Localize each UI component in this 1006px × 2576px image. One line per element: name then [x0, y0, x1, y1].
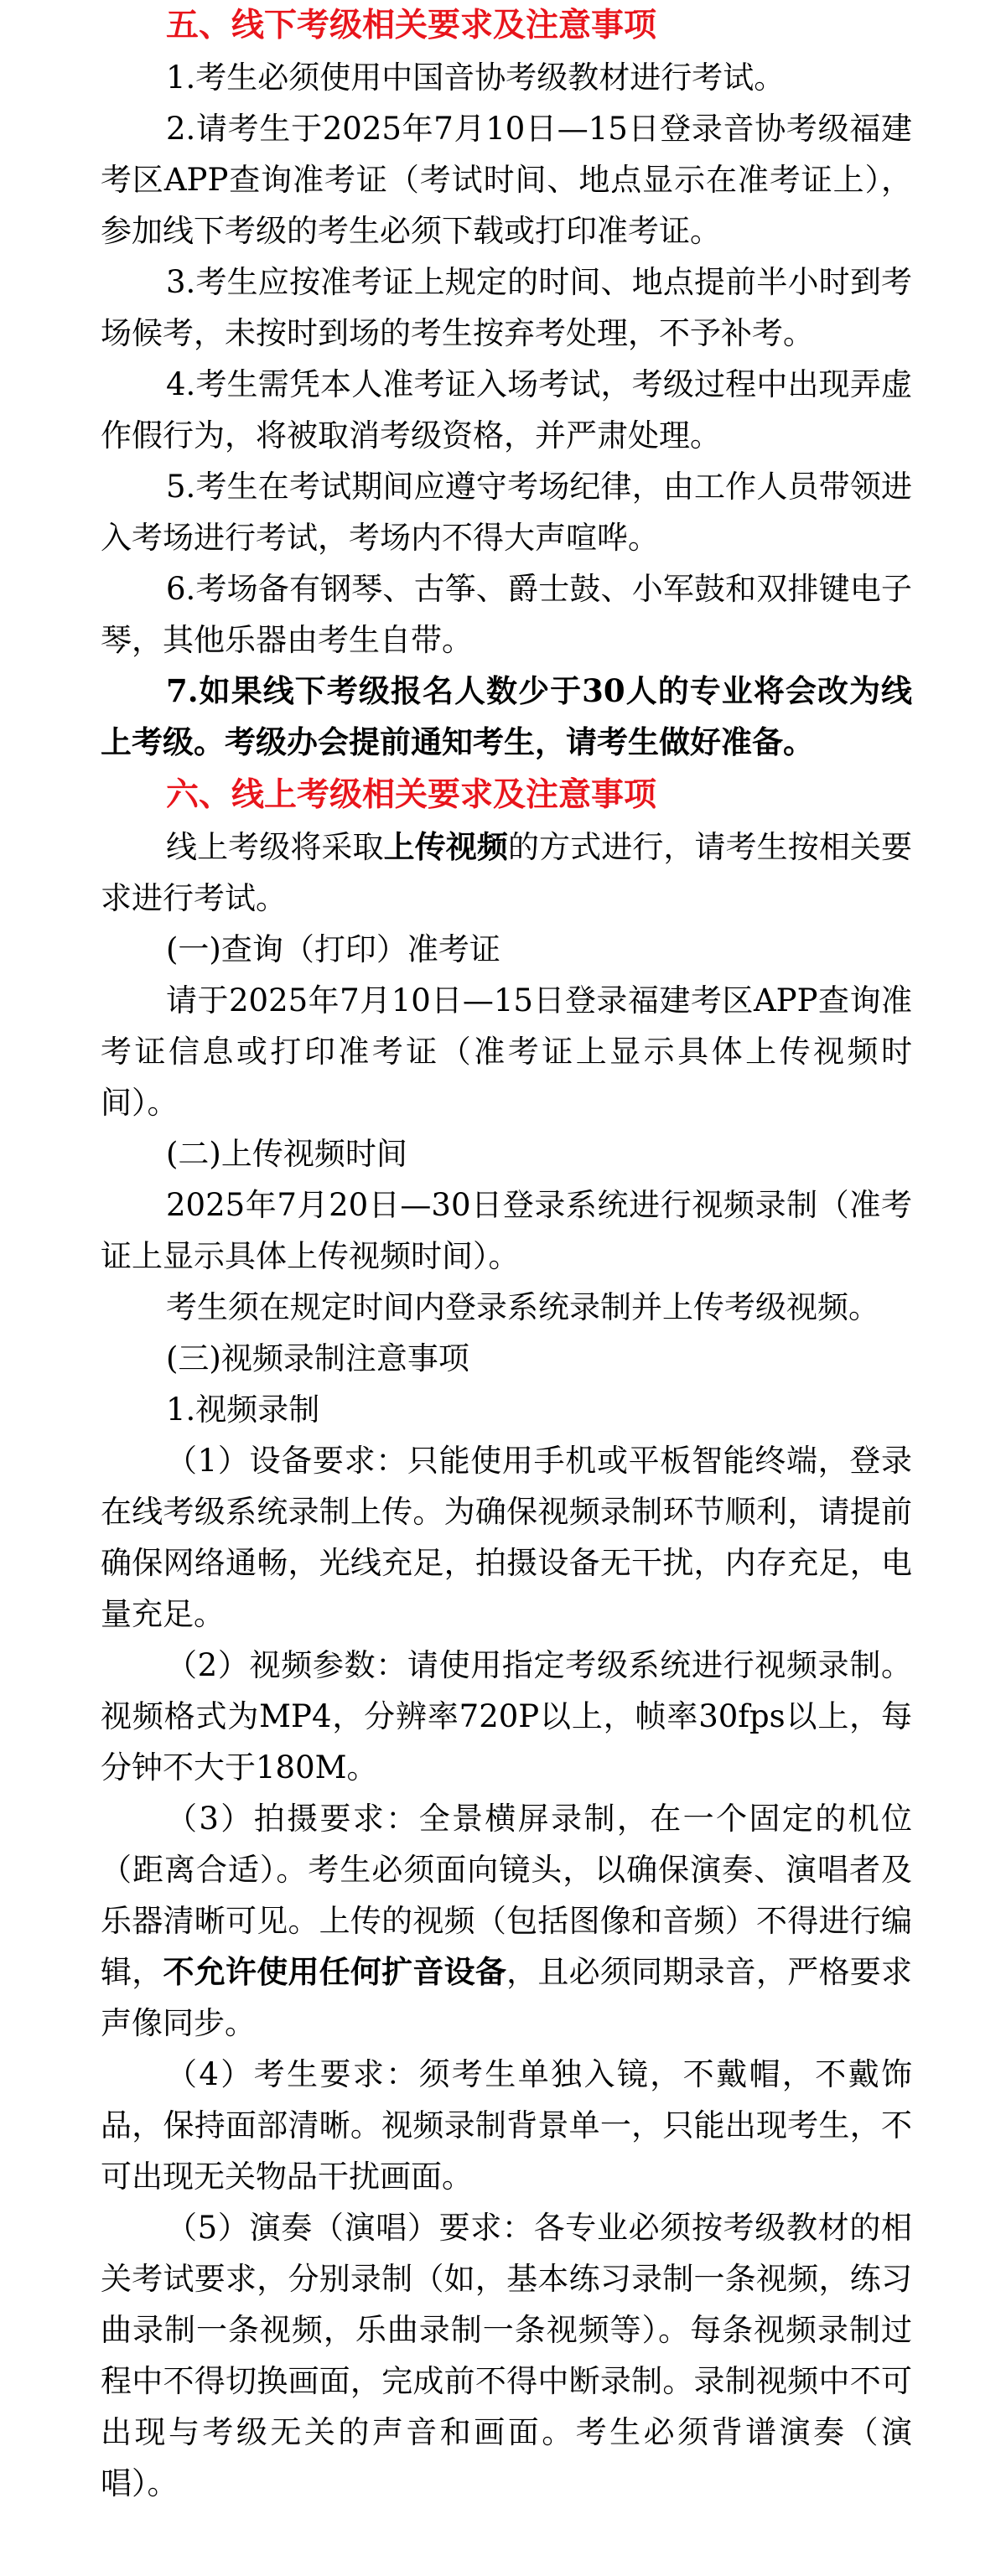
upload-deadline-text: 考生须在规定时间内登录系统录制并上传考级视频。	[166, 1289, 879, 1325]
requirement-device: （1）设备要求：只能使用手机或平板智能终端，登录在线考级系统录制上传。为确保视频录制环节顺利，请提前确保网络通畅，光线充足，拍摄设备无干扰，内存充足，电量充足。	[101, 1443, 912, 1632]
subsection-title-recording: (三)视频录制注意事项	[166, 1340, 469, 1376]
admission-text: 请于2025年7月10日—15日登录福建考区APP查询准考证信息或打印准考证（准考证上显示具体上传视频时间）。	[101, 982, 912, 1121]
upload-time-text: 2025年7月20日—30日登录系统进行视频录制（准考证上显示具体上传视频时间）。	[101, 1187, 912, 1274]
requirement-performance: （5）演奏（演唱）要求：各专业必须按考级教材的相关考试要求，分别录制（如，基本练习录制一条视频，练习曲录制一条视频，乐曲录制一条视频等）。每条视频录制过程中不得切换画面，完成前不得中断录制。录制视频中不可出现与考级无关的声音和画面。考生必须背谱演奏（演唱）。	[101, 2210, 912, 2501]
section-heading-offline: 五、线下考级相关要求及注意事项	[166, 7, 657, 44]
shooting-bold: 不允许使用任何扩音设备	[163, 1953, 507, 1990]
shooting-after: ，且必须同期录音，严格要求声像同步。	[101, 1954, 913, 2041]
shooting-before: （3）拍摄要求：全景横屏录制，在一个固定的机位（距离合适）。考生必须面向镜头，以确保演奏、演唱者及乐器清晰可见。上传的视频（包括图像和音频）不得进行编辑，	[101, 1801, 912, 1990]
offline-item-6: 6.考场备有钢琴、古筝、爵士鼓、小军鼓和双排键电子琴，其他乐器由考生自带。	[101, 571, 912, 658]
offline-item-1: 1.考生必须使用中国音协考级教材进行考试。	[166, 60, 786, 96]
offline-item-5: 5.考生在考试期间应遵守考场纪律，由工作人员带领进入考场进行考试，考场内不得大声喧哗。	[101, 469, 912, 556]
online-intro	[101, 822, 912, 924]
requirement-video-params: （2）视频参数：请使用指定考级系统进行视频录制。视频格式为MP4，分辨率720P以上，帧率30fps以上，每分钟不大于180M。	[101, 1647, 912, 1786]
offline-item-3: 3.考生应按准考证上规定的时间、地点提前半小时到考场候考，未按时到场的考生按弃考处理，不予补考。	[101, 264, 912, 351]
offline-item-2: 2.请考生于2025年7月10日—15日登录音协考级福建考区APP查询准考证（考试时间、地点显示在准考证上），参加线下考级的考生必须下载或打印准考证。	[101, 111, 912, 249]
offline-item-7-notice: 7.如果线下考级报名人数少于30人的专业将会改为线上考级。考级办会提前通知考生，请考生做好准备。	[101, 672, 912, 760]
section-heading-online: 六、线上考级相关要求及注意事项	[166, 776, 657, 814]
requirement-candidate: （4）考生要求：须考生单独入镜，不戴帽，不戴饰品，保持面部清晰。视频录制背景单一，只能出现考生，不可出现无关物品干扰画面。	[101, 2056, 912, 2195]
online-intro-after: 的方式进行，请考生按相关要求进行考试。	[101, 829, 913, 916]
online-intro-bold: 上传视频	[383, 828, 508, 865]
subsection-title-admission: (一)查询（打印）准考证	[166, 931, 500, 967]
offline-item-4: 4.考生需凭本人准考证入场考试，考级过程中出现弄虚作假行为，将被取消考级资格，并严肃处理。	[101, 366, 912, 454]
online-intro-before: 线上考级将采取	[166, 829, 384, 865]
subsection-title-upload-time: (二)上传视频时间	[166, 1136, 407, 1172]
requirement-shooting	[101, 1793, 912, 2049]
recording-item-title: 1.视频录制	[166, 1392, 320, 1428]
